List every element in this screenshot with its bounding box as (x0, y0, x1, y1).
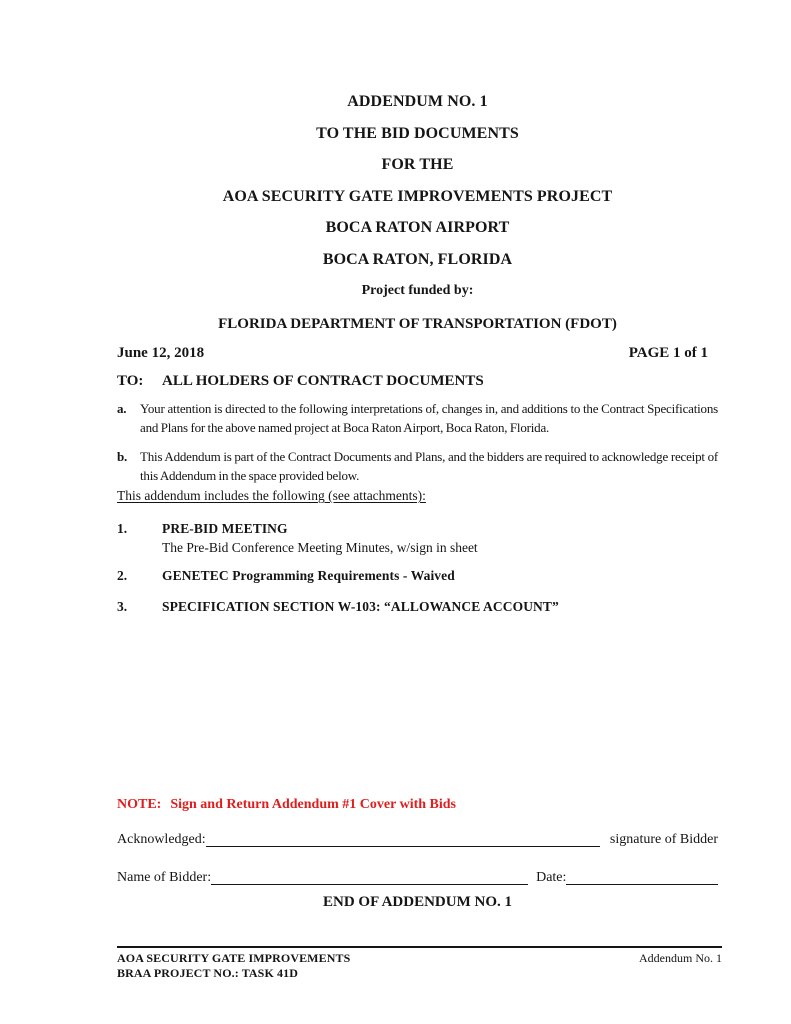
end-of-addendum-line: END OF ADDENDUM NO. 1 (322, 894, 513, 910)
footer-addendum-label: Addendum No. 1 (639, 951, 722, 965)
note-line (117, 795, 718, 815)
to-value: ALL HOLDERS OF CONTRACT DOCUMENTS (162, 373, 484, 389)
title-line-4: AOA SECURITY GATE IMPROVEMENTS PROJECT (222, 187, 613, 205)
attachment-1-title: PRE-BID MEETING (162, 521, 288, 536)
acknowledged-label: Acknowledged: (117, 832, 206, 847)
paragraph-b-marker: b. (117, 449, 128, 464)
date-line (566, 868, 718, 885)
note-text: Sign and Return Addendum #1 Cover with Bids (170, 797, 456, 812)
note-label: NOTE: (117, 797, 162, 812)
funded-by-value: FLORIDA DEPARTMENT OF TRANSPORTATION (FDOT) (218, 316, 617, 332)
name-of-bidder-row (117, 868, 718, 888)
title-line-2: TO THE BID DOCUMENTS (316, 124, 519, 142)
attachment-1-number: 1. (117, 521, 128, 536)
attachment-item-3 (117, 597, 718, 616)
footer-project-number: BRAA PROJECT NO.: TASK 41D (117, 965, 298, 980)
attachment-item-1 (117, 519, 718, 557)
date-page-row (117, 339, 718, 368)
document-date: June 12, 2018 (117, 345, 205, 361)
paragraph-b (117, 447, 718, 485)
attachment-1-subtitle: The Pre-Bid Conference Meeting Minutes, w/sign in sheet (162, 540, 478, 555)
attachment-1-body (162, 519, 478, 557)
title-block (117, 86, 718, 275)
title-line-3: FOR THE (381, 156, 454, 173)
date-label: Date: (536, 870, 567, 885)
signature-of-bidder-label: signature of Bidder (609, 832, 718, 847)
footer-left-block (117, 951, 350, 980)
funded-by-label: Project funded by: (361, 283, 474, 298)
attachment-item-2 (117, 566, 718, 585)
paragraph-b-text: This Addendum is part of the Contract Documents and Plans, and the bidders are required to acknowledge receipt of this Addendum in the space provided below. (140, 449, 718, 483)
name-of-bidder-line (211, 868, 528, 885)
to-label: TO: (117, 373, 144, 389)
footer-project-title: AOA SECURITY GATE IMPROVEMENTS (117, 951, 351, 965)
page-footer (117, 946, 722, 980)
paragraph-a (117, 399, 718, 437)
acknowledged-signature-line (206, 830, 600, 847)
title-line-1: ADDENDUM NO. 1 (347, 93, 488, 110)
acknowledged-row (117, 830, 718, 850)
attachment-2-title: GENETEC Programming Requirements - Waived (162, 568, 455, 583)
to-row (117, 368, 718, 395)
name-of-bidder-label: Name of Bidder: (117, 870, 212, 885)
page-indicator: PAGE 1 of 1 (628, 345, 708, 361)
paragraph-a-marker: a. (117, 401, 127, 416)
attachment-3-number: 3. (117, 599, 128, 614)
title-line-5: BOCA RATON AIRPORT (325, 219, 510, 236)
paragraph-a-text: Your attention is directed to the following interpretations of, changes in, and additions to the Contract Specifications and Plans for the above named project at Boca Raton Airport, Boca Raton, Florida. (140, 401, 718, 435)
attachment-3-title: SPECIFICATION SECTION W-103: “ALLOWANCE ACCOUNT” (162, 599, 559, 614)
title-line-6: BOCA RATON, FLORIDA (322, 250, 513, 268)
includes-heading: This addendum includes the following (see attachments): (117, 488, 426, 503)
attachment-2-number: 2. (117, 568, 128, 583)
